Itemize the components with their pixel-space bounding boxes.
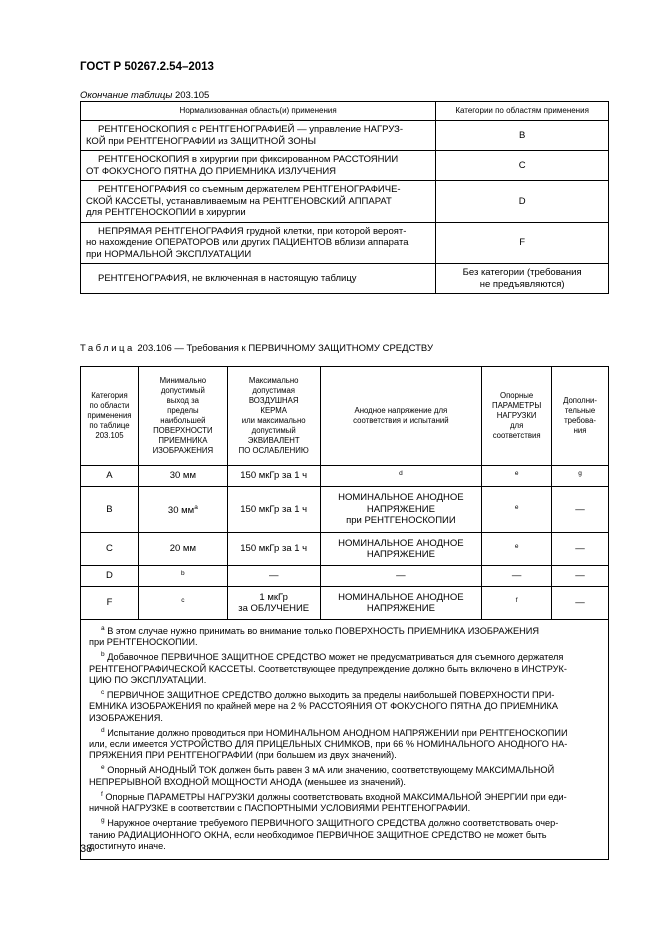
- header-line: требова-: [564, 416, 597, 425]
- footnote-line: достигнуто иначе.: [89, 840, 166, 851]
- category-cell: [436, 264, 609, 294]
- header-line: ПАРАМЕТРЫ: [492, 401, 542, 410]
- table-row: [81, 487, 609, 533]
- cell-line: РЕНТГЕНОГРАФИЯ, не включенная в настоящую таблицу: [98, 272, 357, 284]
- column-header: Категории по областям применения: [436, 102, 609, 121]
- table-row: [81, 151, 609, 181]
- reference-loading-cell: [482, 533, 552, 566]
- cell-line: при РЕНТГЕНОСКОПИИ: [346, 515, 456, 527]
- footnote: [89, 762, 600, 787]
- cell-line: —: [268, 570, 279, 582]
- footnote-mark: g: [578, 470, 582, 478]
- header-line: ПО ОСЛАБЛЕНИЮ: [238, 446, 309, 455]
- column-header: Нормализованная область(и) применения: [81, 102, 436, 121]
- anode-voltage-cell: [320, 587, 482, 620]
- cell-value: 30 мм: [167, 505, 195, 517]
- header-line: Категория: [91, 391, 128, 400]
- max-air-kerma-cell: [227, 587, 320, 620]
- reference-loading-cell: [482, 487, 552, 533]
- category-cell: D: [81, 566, 139, 587]
- additional-requirements-cell: —: [552, 533, 609, 566]
- min-overlap-cell: [138, 587, 227, 620]
- cell-line: 1 мкГр: [259, 591, 288, 603]
- header-line: по области: [89, 401, 130, 410]
- category-cell: F: [436, 222, 609, 264]
- min-overlap-cell: [138, 566, 227, 587]
- header-line: Дополни-: [563, 396, 597, 405]
- cell-line: не предъявляются): [479, 278, 565, 290]
- footnote-mark: a: [101, 625, 105, 632]
- additional-requirements-cell: —: [552, 487, 609, 533]
- header-line: для: [509, 421, 524, 430]
- footnote: [89, 687, 600, 724]
- caption-italic: Окончание таблицы: [80, 90, 173, 101]
- table-row: [81, 566, 609, 587]
- cell-line: для РЕНТГЕНОСКОПИИ в хирургии: [86, 207, 246, 218]
- footnote-mark: e: [514, 543, 519, 551]
- primary-protective-device-table: [80, 366, 609, 860]
- footnote: [89, 623, 600, 648]
- cell-line: 150 мкГр за 1 ч: [240, 543, 308, 555]
- column-header: [320, 367, 482, 466]
- min-overlap-cell: [138, 533, 227, 566]
- header-line: допустимый: [160, 386, 205, 395]
- max-air-kerma-cell: [227, 566, 320, 587]
- footnote: [89, 789, 600, 814]
- footnote-line: ПЕРВИЧНОЕ ЗАЩИТНОЕ СРЕДСТВО должно выходить за пределы наибольшей ПОВЕРХНОСТИ ПРИ-: [106, 690, 555, 701]
- footnote-line: Испытание должно проводиться при НОМИНАЛЬНОМ АНОДНОМ НАПРЯЖЕНИИ при РЕНТГЕНОСКОПИИ: [107, 727, 568, 738]
- footnote-line: ИЗОБРАЖЕНИЯ.: [89, 712, 163, 723]
- column-header: [81, 367, 139, 466]
- header-line: ПОВЕРХНОСТИ: [153, 426, 213, 435]
- cell-line: 150 мкГр за 1 ч: [240, 503, 308, 515]
- header-line: или максимально: [241, 416, 306, 425]
- cell-line: НОМИНАЛЬНОЕ АНОДНОЕ: [338, 537, 464, 549]
- cell-line: 150 мкГр за 1 ч: [240, 470, 308, 482]
- caption-title: 203.106 — Требования к ПЕРВИЧНОМУ ЗАЩИТНОМУ СРЕДСТВУ: [137, 343, 433, 354]
- application-area-cell: [81, 121, 436, 151]
- header-line: по таблице: [89, 421, 130, 430]
- footnote-mark: c: [101, 689, 105, 697]
- min-overlap-cell: [138, 466, 227, 487]
- cell-value: 30 мм: [169, 470, 196, 482]
- footnote: [89, 649, 600, 686]
- additional-requirements-cell: —: [552, 587, 609, 620]
- footnote-line: при РЕНТГЕНОСКОПИИ.: [89, 637, 198, 648]
- anode-voltage-cell: [320, 533, 482, 566]
- footnote-line: ЕМНИКА ИЗОБРАЖЕНИЯ по крайней мере на 2 % РАССТОЯНИЯ ОТ ФОКУСНОГО ПЯТНА ДО ПРИЕМНИКА: [89, 701, 558, 712]
- footnote-mark: d: [101, 726, 105, 734]
- header-line: допустимая: [252, 386, 296, 395]
- header-line: ния: [573, 426, 587, 435]
- footnote-line: ЦИЮ ПО ЭКСПЛУАТАЦИИ.: [89, 674, 207, 685]
- footnote-line: Наружное очертание требуемого ПЕРВИЧНОГО ЗАЩИТНОГО СРЕДСТВА должно соответствовать очер-: [107, 818, 559, 829]
- footnote-line: Опорные ПАРАМЕТРЫ НАГРУЗКИ должны соответствовать входной МАКСИМАЛЬНОЙ ЭНЕРГИИ при еди-: [105, 792, 567, 803]
- footnote-mark: e: [514, 503, 519, 511]
- cell-line: НАПРЯЖЕНИЕ: [366, 549, 435, 560]
- max-air-kerma-cell: [227, 487, 320, 533]
- reference-loading-cell: [482, 587, 552, 620]
- column-header: [552, 367, 609, 466]
- max-air-kerma-cell: [227, 533, 320, 566]
- anode-voltage-cell: [320, 566, 482, 587]
- cell-line: КОЙ при РЕНТГЕНОГРАФИИ из ЗАЩИТНОЙ ЗОНЫ: [86, 135, 317, 147]
- table-row: [81, 222, 609, 264]
- footnote-line: Опорный АНОДНЫЙ ТОК должен быть равен 3 мА или значению, соответствующему МАКСИМАЛЬНОЙ: [107, 765, 555, 776]
- category-cell: B: [436, 121, 609, 151]
- caption-table-number: 203.105: [174, 90, 210, 101]
- header-line: КЕРМА: [260, 406, 287, 415]
- table-row: [81, 264, 609, 294]
- footnote-line: танию РАДИАЦИОННОГО ОКНА, если необходимое ПЕРВИЧНОЕ ЗАЩИТНОЕ СРЕДСТВО не может быть: [89, 829, 547, 840]
- cell-value: 20 мм: [169, 543, 196, 555]
- application-area-cell: [81, 264, 436, 294]
- footnote: [89, 815, 600, 852]
- anode-voltage-cell: [320, 487, 482, 533]
- min-overlap-cell: [138, 487, 227, 533]
- cell-line: за ОБЛУЧЕНИЕ: [238, 603, 310, 614]
- reference-loading-cell: [482, 466, 552, 487]
- cell-line: РЕНТГЕНОГРАФИЯ со съемным держателем РЕНТГЕНОГРАФИЧЕ-: [98, 184, 401, 195]
- footnote-mark: e: [514, 470, 519, 478]
- additional-requirements-cell: [552, 466, 609, 487]
- cell-line: —: [396, 570, 406, 582]
- application-area-cell: [81, 181, 436, 223]
- table-header-row: [81, 102, 609, 121]
- header-line: НАГРУЗКИ: [496, 411, 537, 420]
- footnote-line: или, если имеется УСТРОЙСТВО ДЛЯ ПРИЦЕЛЬНЫХ СНИМКОВ, при 66 % НОМИНАЛЬНОГО АНОДНОГО НА-: [89, 739, 568, 750]
- application-area-cell: [81, 222, 436, 264]
- reference-loading-cell: —: [482, 566, 552, 587]
- table-row: [81, 181, 609, 223]
- header-line: Анодное напряжение для: [354, 406, 448, 415]
- cell-line: НЕПРЯМАЯ РЕНТГЕНОГРАФИЯ грудной клетки, при которой вероят-: [98, 225, 407, 237]
- table-row: [81, 466, 609, 487]
- header-line: ИЗОБРАЖЕНИЯ: [152, 446, 214, 455]
- column-header: [482, 367, 552, 466]
- category-cell: A: [81, 466, 139, 487]
- footnote-mark: a: [194, 504, 198, 512]
- cell-line: Без категории (требования: [462, 267, 582, 278]
- header-line: ПРИЕМНИКА: [158, 436, 208, 445]
- header-line: допустимый: [251, 426, 296, 435]
- table-notes-row: [81, 620, 609, 860]
- footnote-line: ничной НАГРУЗКЕ в соответствии с ПАСПОРТНЫМИ УСЛОВИЯМИ РЕНТГЕНОГРАФИИ.: [89, 803, 471, 814]
- document-title: ГОСТ Р 50267.2.54–2013: [80, 61, 214, 73]
- header-line: применения: [87, 411, 132, 420]
- category-cell: C: [81, 533, 139, 566]
- category-cell: B: [81, 487, 139, 533]
- footnote-line: РЕНТГЕНОГРАФИЧЕСКОЙ КАССЕТЫ. Соответствующее предупреждение должно быть включено в ИНСТРУК-: [89, 663, 567, 674]
- footnote-line: Добавочное ПЕРВИЧНОЕ ЗАЩИТНОЕ СРЕДСТВО может не предусматриваться для съемного держателя: [107, 652, 564, 663]
- cell-line: при НОРМАЛЬНОЙ ЭКСПЛУАТАЦИИ: [86, 248, 252, 260]
- max-air-kerma-cell: [227, 466, 320, 487]
- header-line: ВОЗДУШНАЯ: [248, 396, 299, 405]
- table-caption: [80, 343, 433, 354]
- category-cell: D: [436, 181, 609, 223]
- table-row: [81, 533, 609, 566]
- additional-requirements-cell: —: [552, 566, 609, 587]
- table-notes: [81, 620, 609, 860]
- anode-voltage-cell: [320, 466, 482, 487]
- footnote: [89, 725, 600, 762]
- footnote-mark: f: [515, 597, 518, 605]
- application-area-cell: [81, 151, 436, 181]
- header-line: Максимально: [248, 376, 299, 385]
- cell-line: НОМИНАЛЬНОЕ АНОДНОЕ: [338, 591, 464, 603]
- cell-line: но нахождение ОПЕРАТОРОВ или других ПАЦИЕНТОВ вблизи аппарата: [86, 237, 409, 248]
- footnote-mark: f: [101, 790, 103, 798]
- footnote-mark: d: [399, 470, 403, 478]
- caption-table-word: Таблица: [80, 343, 135, 354]
- table-row: [81, 587, 609, 620]
- page-number: 38: [80, 843, 93, 855]
- footnote-mark: e: [101, 764, 105, 772]
- header-line: тельные: [564, 406, 596, 415]
- cell-line: НАПРЯЖЕНИЕ: [366, 503, 435, 515]
- footnote-line: ПРЯЖЕНИЯ ПРИ РЕНТГЕНОГРАФИИ (при большем из двух значений).: [89, 750, 397, 761]
- footnote-mark: c: [181, 597, 185, 605]
- table-header-row: [81, 367, 609, 466]
- header-line: наибольшей: [160, 416, 206, 425]
- header-line: Опорные: [500, 391, 534, 400]
- table-row: [81, 121, 609, 151]
- footnote-line: НЕПРЕРЫВНОЙ ВХОДНОЙ МОЩНОСТИ АНОДА (меньшее из значений).: [89, 776, 406, 787]
- application-categories-table: [80, 101, 609, 294]
- cell-line: НАПРЯЖЕНИЕ: [366, 603, 435, 614]
- cell-line: ОТ ФОКУСНОГО ПЯТНА ДО ПРИЕМНИКА ИЗЛУЧЕНИЯ: [86, 165, 337, 177]
- footnote-mark: b: [181, 570, 185, 578]
- category-cell: F: [81, 587, 139, 620]
- footnote-line: В этом случае нужно принимать во внимание только ПОВЕРХНОСТЬ ПРИЕМНИКА ИЗОБРАЖЕНИЯ: [107, 626, 540, 637]
- header-line: выход за: [166, 396, 200, 405]
- header-line: соответствия: [492, 431, 541, 440]
- header-line: пределы: [167, 406, 199, 415]
- header-line: соответствия и испытаний: [353, 416, 449, 425]
- footnote-mark: g: [101, 817, 105, 825]
- header-line: ЭКВИВАЛЕНТ: [247, 436, 300, 445]
- category-cell: C: [436, 151, 609, 181]
- table-continuation-caption: [80, 90, 209, 101]
- header-line: 203.105: [95, 431, 124, 440]
- column-header: [227, 367, 320, 466]
- cell-line: РЕНТГЕНОСКОПИЯ с РЕНТГЕНОГРАФИЕЙ — управление НАГРУЗ-: [98, 124, 404, 135]
- cell-line: СКОЙ КАССЕТЫ, устанавливаемым на РЕНТГЕНОВСКИЙ АППАРАТ: [86, 195, 392, 207]
- header-line: Минимально: [159, 376, 207, 385]
- cell-line: РЕНТГЕНОСКОПИЯ в хирургии при фиксированном РАССТОЯНИИ: [98, 154, 399, 165]
- cell-line: НОМИНАЛЬНОЕ АНОДНОЕ: [338, 492, 464, 504]
- column-header: [138, 367, 227, 466]
- footnote-mark: b: [101, 651, 105, 659]
